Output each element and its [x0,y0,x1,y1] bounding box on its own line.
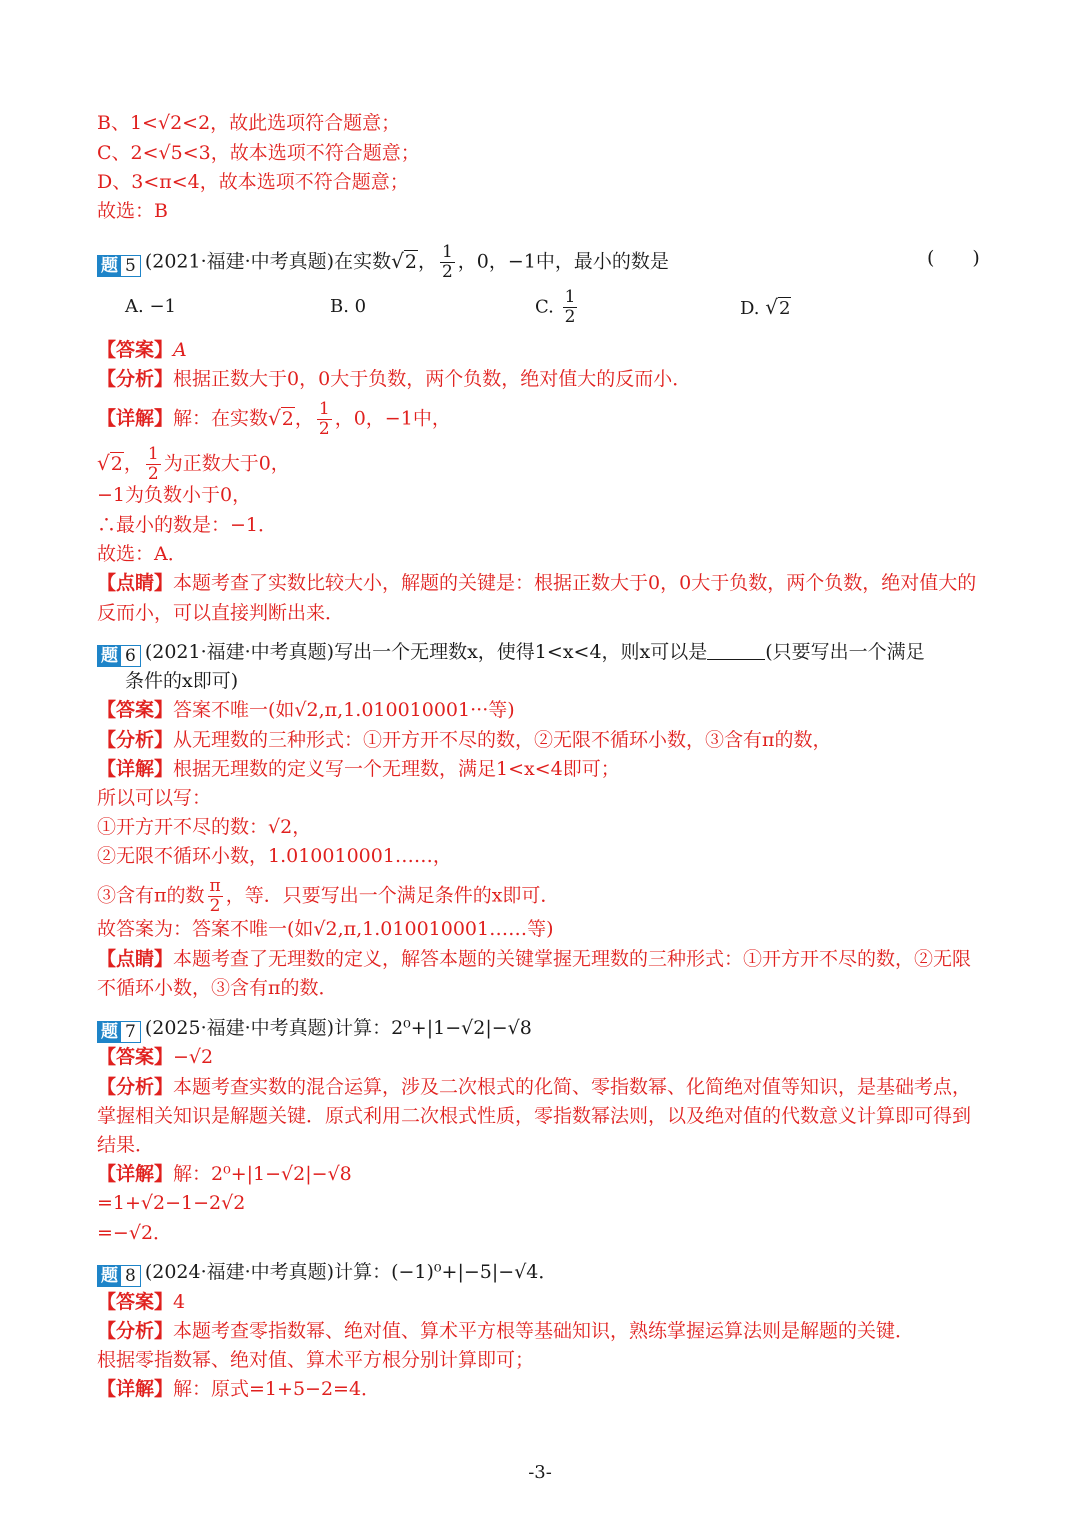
question-badge: 题 7 [97,1021,141,1043]
prev-choice: 故选：B [97,200,168,222]
sqrt-2: √2 [765,295,791,319]
answer-bracket: ( ) [927,247,980,269]
question-badge: 题 8 [97,1265,141,1287]
prev-line-d: D、3<π<4，故本选项不符合题意； [97,171,409,193]
option-a: A. −1 [125,296,176,317]
q7-answer: 【答案】−√2 [97,1046,214,1068]
option-d: D. √2 [740,295,791,319]
q5-detail-2: √2， $\frac{1}{2}$ 为正数大于0， [97,444,290,484]
q8-answer: 【答案】4 [97,1291,186,1313]
question-5-stem: 题 5 (2021·福建·中考真题)在实数√2， $\frac{1}{2}$ ，0，−1中，最小的数是 [97,243,669,282]
q6-comment-1: 【点睛】本题考查了无理数的定义，解答本题的关键掌握无理数的三种形式：①开方开不尽的数，②无限 [97,948,972,970]
q5-detail-3: −1为负数小于0， [97,484,252,506]
question-badge: 题 6 [97,645,141,667]
q6-detail-5: ③含有π的数 $\frac{\pi}{2}$ ，等．只要写出一个满足条件的x即可． [97,876,560,916]
q6-detail-6: 故答案为：答案不唯一(如√2,π,1.010010001……等) [97,918,554,940]
q8-detail-1: 【详解】解：原式=1+5−2=4． [97,1378,381,1400]
fill-blank [707,641,765,660]
q7-detail-1: 【详解】解：2⁰+|1−√2|−√8 [97,1163,352,1185]
q7-detail-3: =−√2． [97,1222,173,1244]
question-8-stem: 题 8 (2024·福建·中考真题)计算：(−1)⁰+|−5|−√4． [97,1259,557,1287]
q5-comment-1: 【点睛】本题考查了实数比较大小，解题的关键是：根据正数大于0，0大于负数，两个负数，绝对值大的 [97,572,977,594]
fraction-pi-half: $\frac{\pi}{2}$ [209,876,221,916]
q5-analysis: 【分析】根据正数大于0，0大于负数，两个负数，绝对值大的反而小． [97,368,692,390]
q5-detail-5: 故选：A． [97,543,187,565]
fraction-half: $\frac{1}{2}$ [564,287,576,327]
q5-detail-1: 【详解】解：在实数√2， $\frac{1}{2}$ ，0，−1中， [97,399,451,439]
option-c: C. $\frac{1}{2}$ [535,287,576,327]
q6-answer: 【答案】答案不唯一(如√2,π,1.010010001···等) [97,699,515,721]
question-badge: 题 5 [97,255,141,277]
q6-detail-3: ①开方开不尽的数：√2， [97,816,312,838]
q8-analysis-2: 根据零指数幂、绝对值、算术平方根分别计算即可； [97,1349,535,1371]
question-7-stem: 题 7 (2025·福建·中考真题)计算：2⁰+|1−√2|−√8 [97,1015,532,1043]
q8-analysis-1: 【分析】本题考查零指数幂、绝对值、算术平方根等基础知识，熟练掌握运算法则是解题的关键． [97,1320,915,1342]
question-6-stem-2: 条件的x即可) [125,670,239,692]
q6-analysis: 【分析】从无理数的三种形式：①开方开不尽的数，②无限不循环小数，③含有π的数， [97,729,832,751]
q7-analysis-2: 掌握相关知识是解题关键．原式利用二次根式性质，零指数幂法则，以及绝对值的代数意义计算即可得到 [97,1105,972,1127]
q6-detail-1: 【详解】根据无理数的定义写一个无理数，满足1<x<4即可； [97,758,620,780]
q7-analysis-1: 【分析】本题考查实数的混合运算，涉及二次根式的化简、零指数幂、化简绝对值等知识，是基础考点， [97,1076,972,1098]
q5-detail-4: ∴最小的数是：−1． [97,514,278,536]
prev-line-c: C、2<√5<3，故本选项不符合题意； [97,142,420,164]
q5-comment-2: 反而小，可以直接判断出来． [97,602,345,624]
q6-detail-2: 所以可以写： [97,787,212,809]
fraction-half: $\frac{1}{2}$ [441,242,453,282]
q6-detail-4: ②无限不循环小数，1.010010001……， [97,845,452,867]
question-6-stem: 题 6 (2021·福建·中考真题)写出一个无理数x，使得1<x<4，则x可以是 (只要写出一个满足 [97,639,925,667]
q6-comment-2: 不循环小数，③含有π的数． [97,977,338,999]
q7-detail-2: =1+√2−1−2√2 [97,1192,246,1214]
q5-answer: 【答案】A [97,339,187,361]
sqrt-2: √2 [391,248,417,273]
prev-line-b: B、1<√2<2，故此选项符合题意； [97,112,401,134]
page-number: -3- [528,1462,552,1483]
q7-analysis-3: 结果． [97,1134,155,1156]
option-b: B. 0 [330,296,367,317]
